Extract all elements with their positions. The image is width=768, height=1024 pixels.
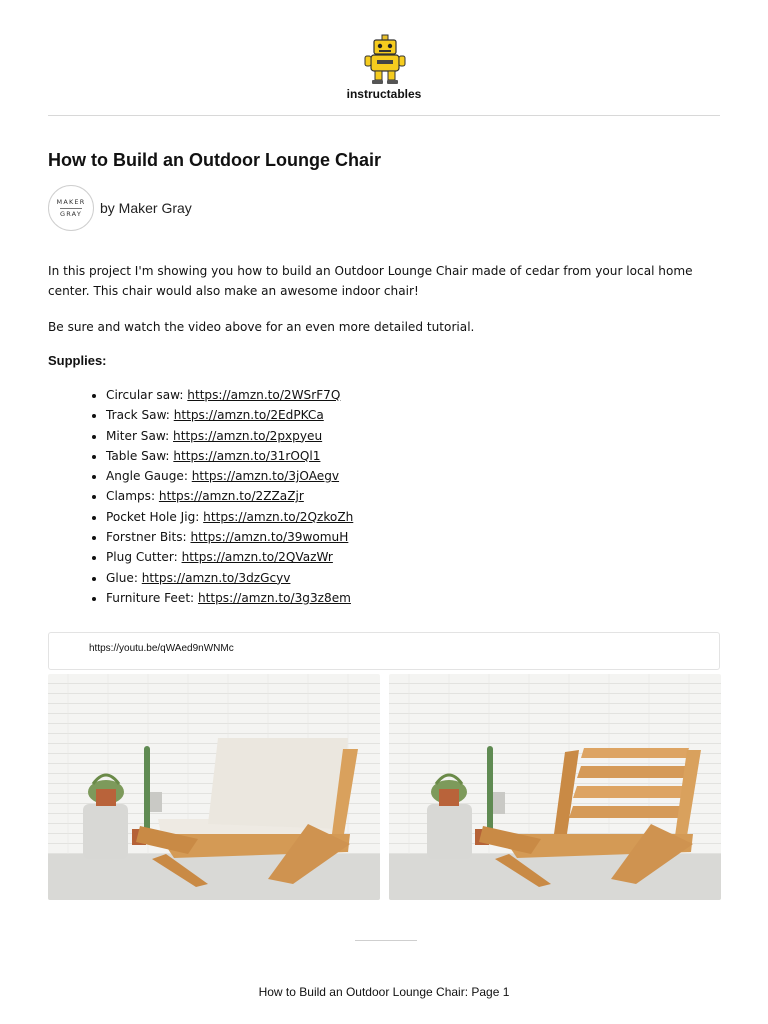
supply-label: Plug Cutter:: [106, 550, 182, 565]
list-item: [106, 385, 353, 405]
video-embed[interactable]: [48, 632, 720, 670]
list-item: [106, 466, 353, 486]
intro-paragraph: In this project I'm showing you how to build an Outdoor Lounge Chair made of cedar from your local home center. This chair would also make an awesome indoor chair!: [48, 264, 693, 298]
header-divider: [48, 115, 720, 116]
list-item: [106, 527, 353, 547]
supply-label: Miter Saw:: [106, 428, 174, 443]
supply-label: Track Saw:: [106, 408, 174, 423]
list-item: [106, 547, 353, 567]
list-item: [106, 507, 353, 527]
supply-link[interactable]: https://amzn.to/2WSrF7Q: [187, 388, 341, 402]
supply-label: Angle Gauge:: [106, 469, 192, 484]
footer-divider: [355, 940, 417, 941]
supply-link[interactable]: https://amzn.to/2pxpyeu: [173, 428, 323, 443]
page-header: [0, 0, 768, 116]
photo-chair-frame: [389, 674, 721, 900]
supply-link[interactable]: https://amzn.to/3g3z8em: [197, 590, 351, 605]
page-footer: How to Build an Outdoor Lounge Chair: Page 1: [258, 985, 510, 999]
list-item: [106, 568, 353, 588]
supply-link[interactable]: https://amzn.to/3dzGcyv: [141, 570, 291, 585]
supply-link[interactable]: https://amzn.to/2QVazWr: [181, 550, 333, 565]
list-item: [106, 588, 353, 608]
brand-name[interactable]: instructables: [346, 87, 422, 101]
supply-label: Circular saw:: [106, 388, 188, 402]
list-item: [106, 446, 353, 466]
page-title: How to Build an Outdoor Lounge Chair: [48, 150, 381, 170]
supply-link[interactable]: https://amzn.to/2EdPKCa: [173, 408, 324, 423]
supply-label: Table Saw:: [106, 448, 174, 463]
instructables-robot-icon[interactable]: [362, 34, 408, 86]
supply-link[interactable]: https://amzn.to/2ZZaZjr: [158, 489, 304, 504]
avatar-text-line1: MAKER: [56, 198, 86, 207]
supply-label: Pocket Hole Jig:: [106, 509, 204, 524]
supply-link[interactable]: https://amzn.to/2QzkoZh: [203, 509, 354, 524]
supply-label: Clamps:: [106, 489, 159, 504]
avatar-divider: [60, 208, 82, 209]
avatar[interactable]: [48, 185, 94, 231]
supply-label: Forstner Bits:: [106, 530, 191, 545]
video-link[interactable]: https://youtu.be/qWAed9nWNMc: [89, 643, 234, 654]
supply-link[interactable]: https://amzn.to/39womuH: [190, 530, 349, 545]
supply-label: Furniture Feet:: [106, 590, 198, 605]
list-item: [106, 426, 353, 446]
photo-chair-with-cushion: [48, 674, 380, 900]
video-note-paragraph: Be sure and watch the video above for an even more detailed tutorial.: [48, 320, 475, 334]
author-byline[interactable]: by Maker Gray: [100, 200, 192, 216]
avatar-text-line2: GRAY: [59, 209, 82, 218]
list-item: [106, 486, 353, 506]
supply-link[interactable]: https://amzn.to/31rOQl1: [173, 448, 321, 463]
supplies-list: [88, 385, 353, 608]
supply-label: Glue:: [106, 570, 142, 585]
list-item: [106, 405, 353, 425]
supply-link[interactable]: https://amzn.to/3jOAegv: [191, 469, 340, 484]
supplies-heading: Supplies:: [48, 353, 107, 368]
